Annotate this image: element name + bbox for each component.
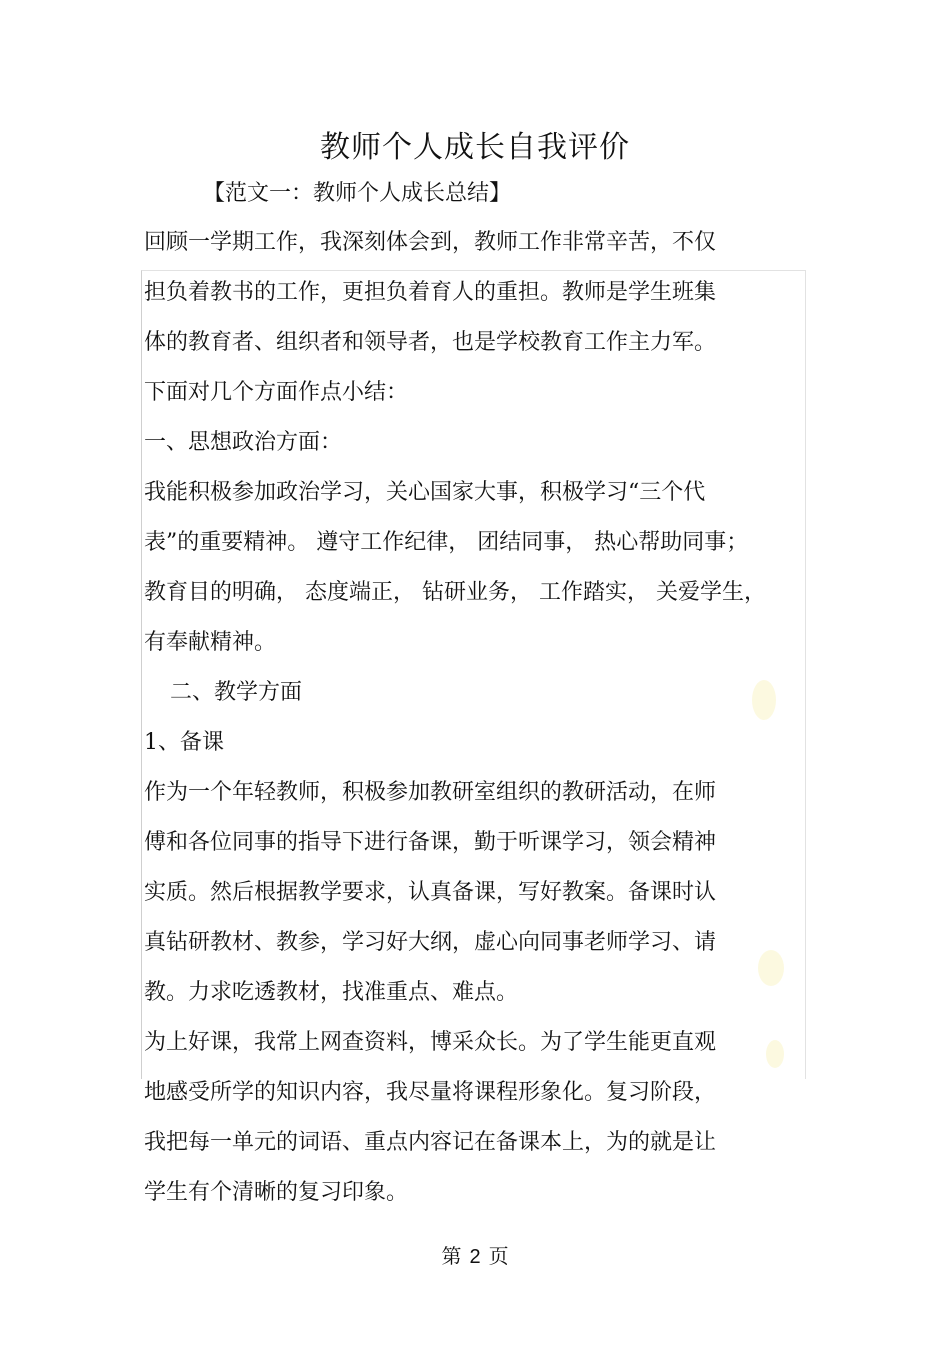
page-footer xyxy=(0,1240,950,1269)
paragraph-line: 我把每一单元的词语、重点内容记在备课本上，为的就是让 xyxy=(144,1130,717,1155)
footer-suffix: 页 xyxy=(488,1244,509,1268)
page-number: 2 xyxy=(469,1246,481,1268)
watermark-blot xyxy=(758,950,784,986)
paragraph-line: 实质。然后根据教学要求，认真备课，写好教案。备课时认 xyxy=(144,880,717,905)
paragraph-line: 下面对几个方面作点小结： xyxy=(144,380,409,405)
section-heading: 一、思想政治方面： xyxy=(144,430,343,455)
subtitle: 【范文一：教师个人成长总结】 xyxy=(203,181,512,206)
footer-prefix: 第 xyxy=(441,1244,462,1268)
paragraph-line: 我能积极参加政治学习，关心国家大事，积极学习“三个代 xyxy=(144,480,706,505)
paragraph-line: 表”的重要精神。 遵守工作纪律， 团结同事， 热心帮助同事； xyxy=(144,530,749,555)
page-title: 教师个人成长自我评价 xyxy=(320,130,630,165)
paragraph-line: 教。力求吃透教材，找准重点、难点。 xyxy=(144,980,519,1005)
subsection-heading: 1、备课 xyxy=(144,730,224,755)
section-heading: 二、教学方面 xyxy=(170,680,303,705)
paragraph-line: 学生有个清晰的复习印象。 xyxy=(144,1180,409,1205)
paragraph-line: 地感受所学的知识内容，我尽量将课程形象化。复习阶段， xyxy=(144,1080,717,1105)
paragraph-line: 回顾一学期工作，我深刻体会到，教师工作非常辛苦，不仅 xyxy=(144,230,717,255)
watermark-blot xyxy=(766,1040,784,1068)
paragraph-line: 傅和各位同事的指导下进行备课，勤于听课学习，领会精神 xyxy=(144,830,717,855)
paragraph-line: 为上好课，我常上网查资料，博采众长。为了学生能更直观 xyxy=(144,1030,717,1055)
watermark-blot xyxy=(752,680,776,720)
paragraph-line: 担负着教书的工作，更担负着育人的重担。教师是学生班集 xyxy=(144,280,717,305)
paragraph-line: 教育目的明确， 态度端正， 钻研业务， 工作踏实， 关爱学生， xyxy=(144,580,766,605)
paragraph-line: 有奉献精神。 xyxy=(144,630,277,655)
paragraph-line: 体的教育者、组织者和领导者，也是学校教育工作主力军。 xyxy=(144,330,717,355)
paragraph-line: 作为一个年轻教师，积极参加教研室组织的教研活动，在师 xyxy=(144,780,717,805)
paragraph-line: 真钻研教材、教参，学习好大纲，虚心向同事老师学习、请 xyxy=(144,930,717,955)
